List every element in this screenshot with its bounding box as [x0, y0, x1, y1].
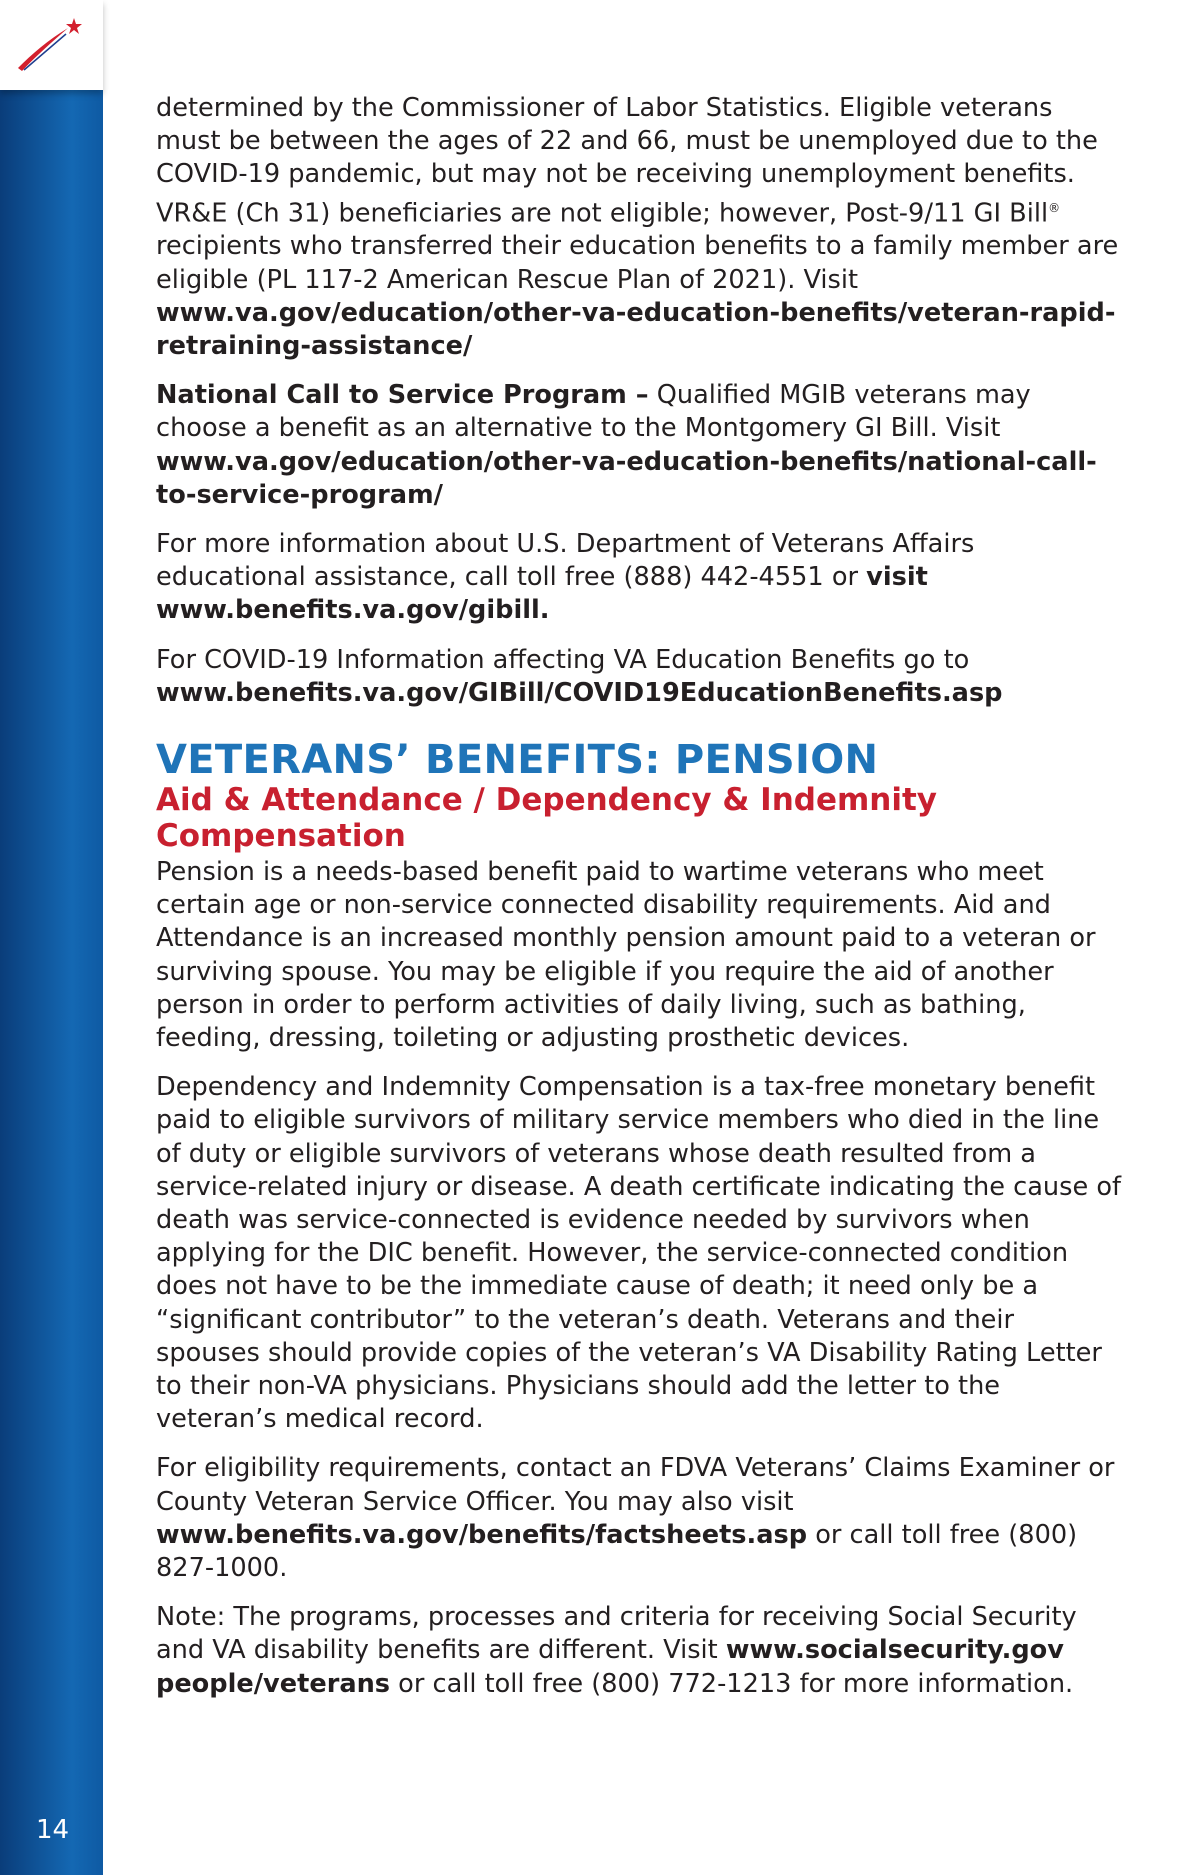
pension-subheading: Aid & Attendance / Dependency & Indemnity Compensation — [156, 781, 938, 854]
covid-info-paragraph — [156, 644, 1124, 710]
pension-heading: VETERANS’ BENEFITS: PENSION — [156, 736, 879, 783]
national-call-paragraph — [156, 379, 1124, 512]
logo-box — [0, 0, 103, 90]
note-paragraph — [156, 1601, 1124, 1701]
dic-paragraph: Dependency and Indemnity Compensation is a tax-free monetary benefit paid to eligible survivors of military service members who died in the line of duty or eligible survivors of veterans whose death resulted from a service-related injury or disease. A death certificate indicating the cause of death was service-connected is evidence needed by survivors when applying for the DIC benefit. However, the service-connected condition does not have to be the immediate cause of death; it need only be a “significant contributor” to the veteran’s death. Veterans and their spouses should provide copies of the veteran’s VA Disability Rating Letter to their non-VA physicians. Physicians should add the letter to the veteran’s medical record. — [156, 1072, 1122, 1435]
note-text: Note: The programs, processes and criteria for receiving Social Security and VA disability benefits are different. Visit — [156, 1602, 1077, 1666]
rapid-retraining-link[interactable]: www.va.gov/education/other-va-education-benefits/veteran-rapid-retraining-assistance/ — [156, 297, 1116, 361]
shooting-star-logo-icon — [14, 14, 84, 74]
eligibility-text-end: or call toll free (800) 827-1000. — [156, 1519, 1078, 1584]
more-info-text: For more information about U.S. Department of Veterans Affairs educational assistance, call toll free (888) 442-4551 or — [156, 528, 975, 593]
note-text-end: or call toll free (800) 772-1213 for more information. — [390, 1668, 1074, 1699]
registered-mark: ® — [1048, 200, 1061, 215]
national-call-link[interactable]: www.va.gov/education/other-va-education-benefits/national-call-to-service-program/ — [156, 446, 1097, 510]
covid-info-text: For COVID-19 Information affecting VA Education Benefits go to — [156, 644, 970, 675]
national-call-text: Qualified MGIB veterans may choose a benefit as an alternative to the Montgomery GI Bill. Visit — [156, 380, 1031, 444]
socialsecurity-link[interactable]: www.socialsecurity.gov people/veterans — [156, 1635, 1064, 1699]
eligibility-text: For eligibility requirements, contact an FDVA Veterans’ Claims Examiner or County Veteran Service Officer. You may also visit — [156, 1453, 1115, 1517]
covid-info-link[interactable]: www.benefits.va.gov/GIBill/COVID19EducationBenefits.asp — [156, 677, 1003, 708]
more-info-paragraph — [156, 528, 1124, 628]
blue-sidebar — [0, 0, 103, 1875]
rapid-retraining-paragraph — [156, 92, 1124, 363]
pension-paragraph: Pension is a needs-based benefit paid to wartime veterans who meet certain age or non-service connected disability requirements. Aid and Attendance is an increased monthly pension amount paid to a veteran or surviving spouse. You may be eligible if you require the aid of another person in order to perform activities of daily living, such as bathing, feeding, dressing, toileting or adjusting prosthetic devices. — [156, 856, 1096, 1053]
page-content — [156, 92, 1124, 1717]
page-number: 14 — [36, 1815, 70, 1845]
rapid-retraining-text: determined by the Commissioner of Labor Statistics. Eligible veterans must be between the ages of 22 and 66, must be unemployed due to the COVID-19 pandemic, but may not be receiving unemployment benefits. VR&E (Ch 31) beneficiaries are not eligible; however, Post-9/11 GI Bill — [156, 93, 1098, 229]
national-call-title: National Call to Service Program – — [156, 380, 649, 411]
factsheets-link[interactable]: www.benefits.va.gov/benefits/factsheets.asp — [156, 1519, 808, 1550]
gibill-link[interactable]: visit www.benefits.va.gov/gibill. — [156, 562, 928, 626]
eligibility-paragraph — [156, 1452, 1124, 1585]
rapid-retraining-text-cont: recipients who transferred their education benefits to a family member are eligible (PL 117-2 American Rescue Plan of 2021). Visit — [156, 231, 1119, 295]
